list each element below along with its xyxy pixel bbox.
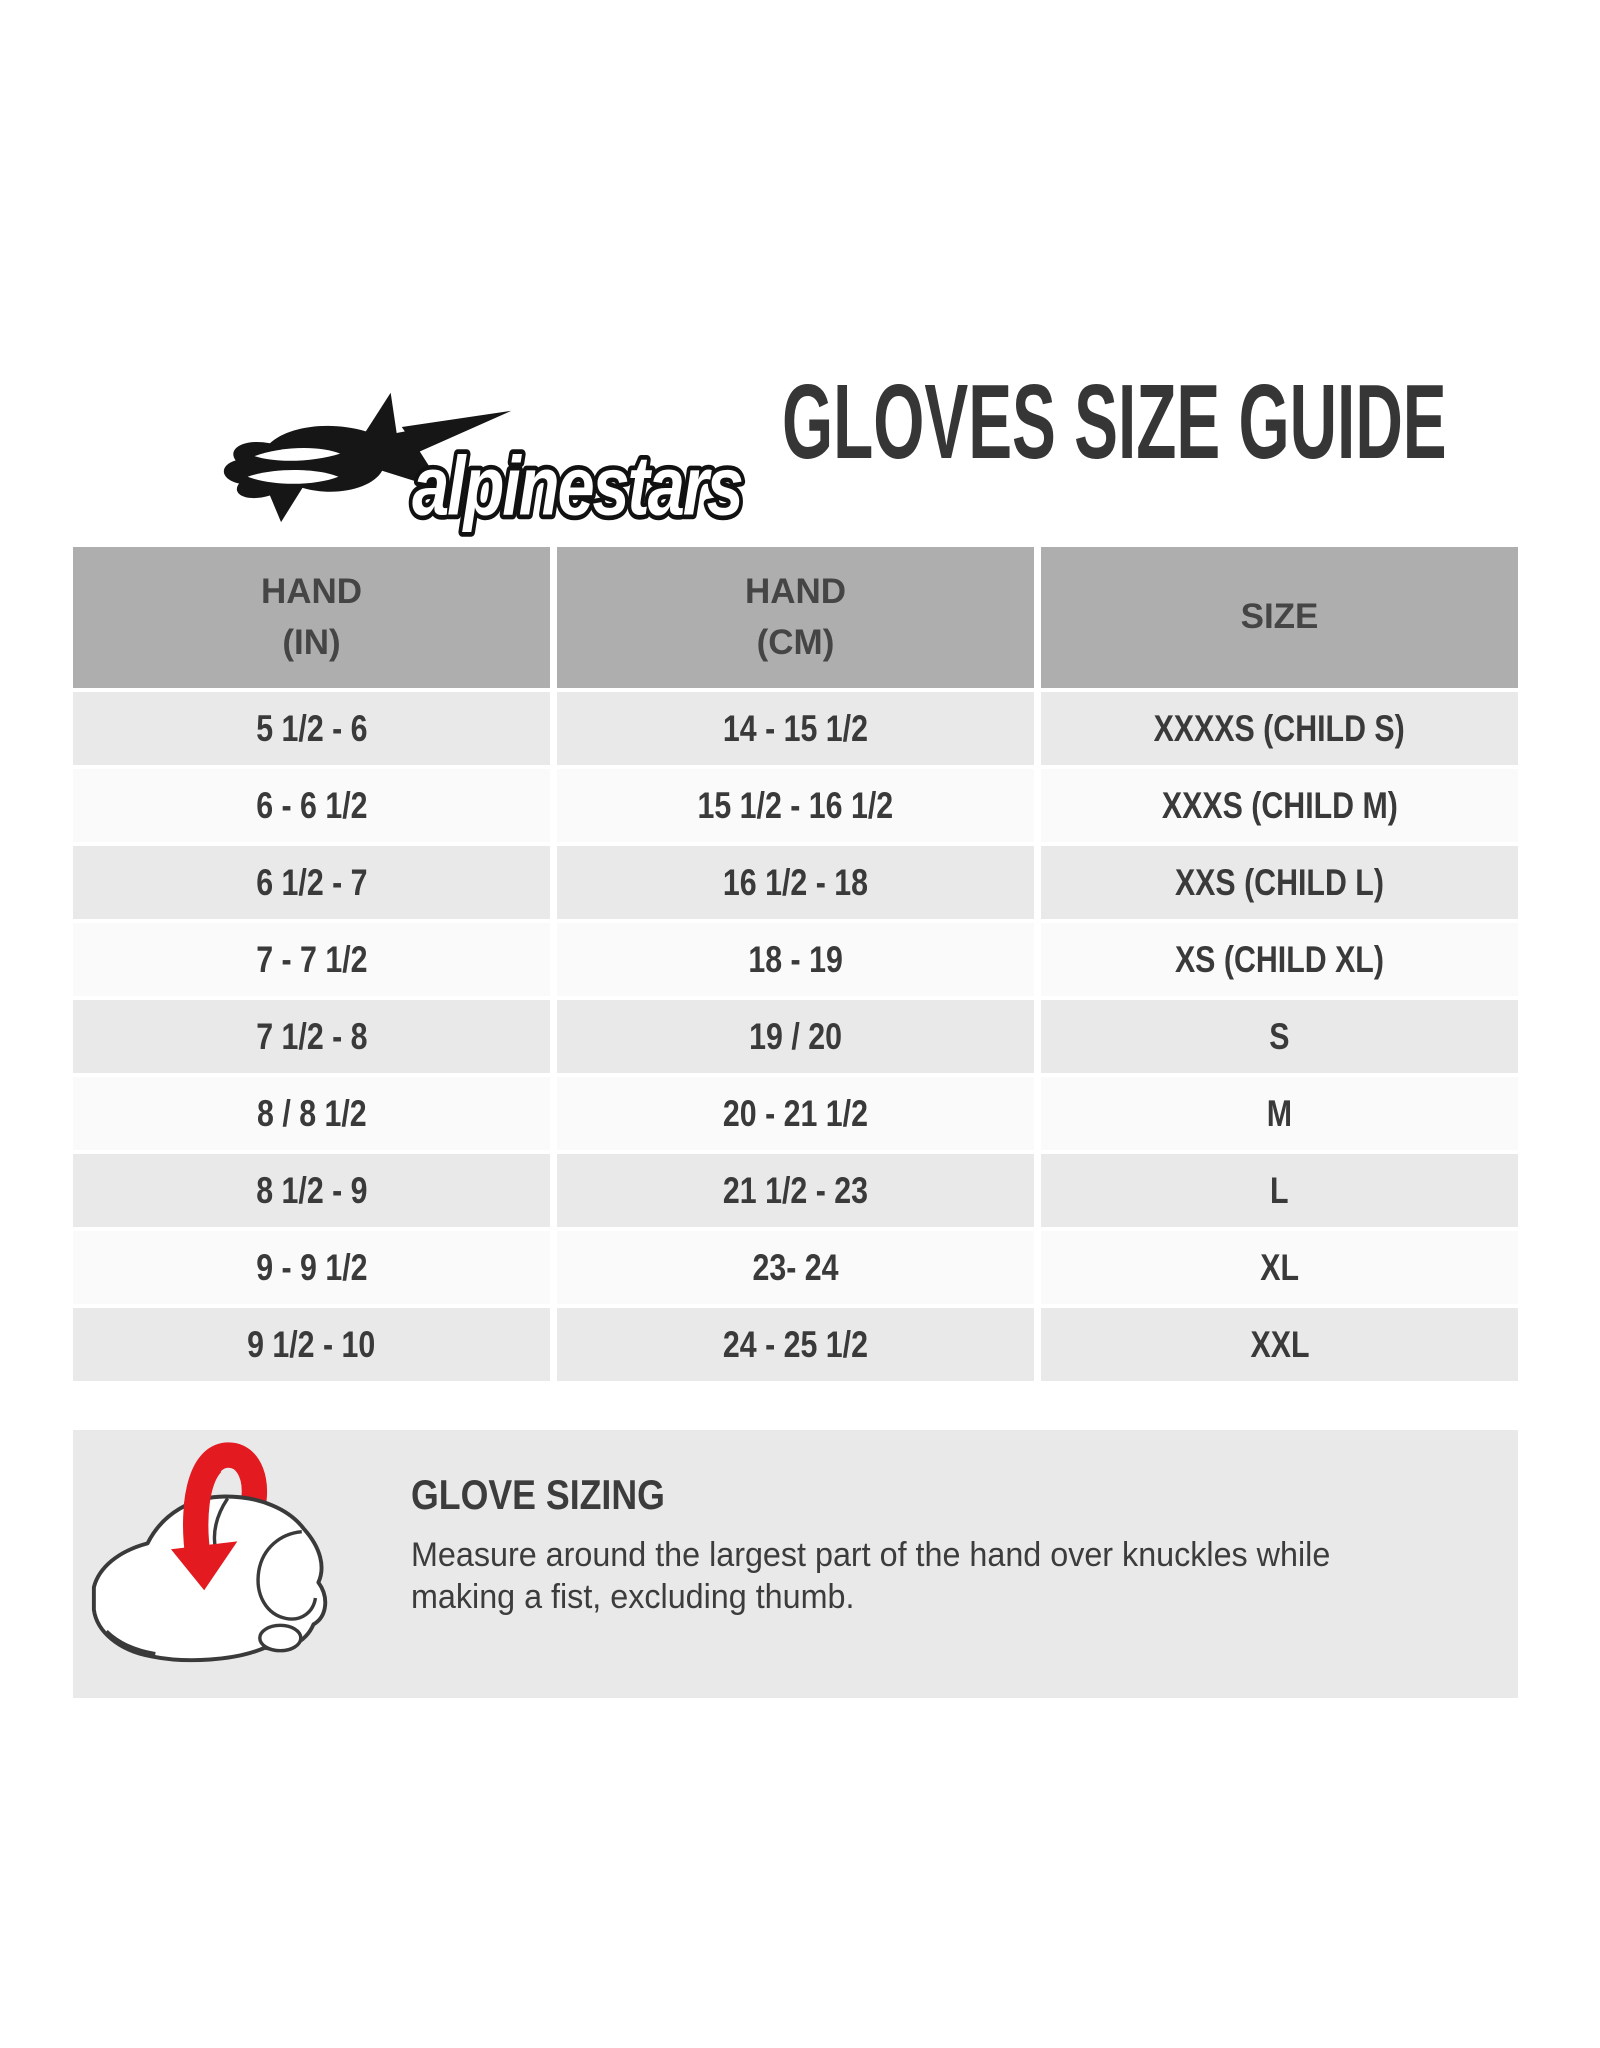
cell-size: XXXXS (CHILD S) (1041, 692, 1518, 765)
glove-sizing-panel (73, 1430, 1518, 1698)
cell-hand-in: 6 1/2 - 7 (73, 846, 550, 919)
col-header-hand-cm: HAND (CM) (557, 547, 1034, 688)
cell-size: XXXS (CHILD M) (1041, 769, 1518, 842)
table-header-row (73, 547, 1518, 688)
table-row (73, 1231, 1518, 1304)
cell-hand-cm: 19 / 20 (557, 1000, 1034, 1073)
cell-hand-cm: 14 - 15 1/2 (557, 692, 1034, 765)
cell-hand-in: 8 / 8 1/2 (73, 1077, 550, 1150)
cell-hand-in: 7 - 7 1/2 (73, 923, 550, 996)
cell-size: XL (1041, 1231, 1518, 1304)
cell-hand-cm: 18 - 19 (557, 923, 1034, 996)
table-row (73, 846, 1518, 919)
glove-sizing-description (411, 1534, 1330, 1618)
cell-hand-in: 9 1/2 - 10 (73, 1308, 550, 1381)
glove-sizing-title: GLOVE SIZING (411, 1471, 665, 1518)
cell-hand-cm: 21 1/2 - 23 (557, 1154, 1034, 1227)
table-row (73, 1308, 1518, 1381)
cell-hand-in: 6 - 6 1/2 (73, 769, 550, 842)
alpinestars-logo (198, 390, 746, 536)
table-row (73, 769, 1518, 842)
cell-size: L (1041, 1154, 1518, 1227)
cell-hand-cm: 20 - 21 1/2 (557, 1077, 1034, 1150)
size-table (66, 543, 1525, 1385)
cell-hand-in: 7 1/2 - 8 (73, 1000, 550, 1073)
cell-hand-in: 5 1/2 - 6 (73, 692, 550, 765)
table-row (73, 1077, 1518, 1150)
cell-hand-cm: 23- 24 (557, 1231, 1034, 1304)
page-title: GLOVES SIZE GUIDE (782, 363, 1447, 481)
cell-size: XXL (1041, 1308, 1518, 1381)
cell-hand-cm: 16 1/2 - 18 (557, 846, 1034, 919)
cell-size: S (1041, 1000, 1518, 1073)
cell-hand-cm: 15 1/2 - 16 1/2 (557, 769, 1034, 842)
table-row (73, 923, 1518, 996)
cell-size: XS (CHILD XL) (1041, 923, 1518, 996)
cell-size: XXS (CHILD L) (1041, 846, 1518, 919)
cell-hand-in: 9 - 9 1/2 (73, 1231, 550, 1304)
fist-measure-icon (89, 1436, 333, 1680)
table-row (73, 692, 1518, 765)
col-header-size: SIZE (1041, 547, 1518, 688)
table-row (73, 1000, 1518, 1073)
table-row (73, 1154, 1518, 1227)
description-line: Measure around the largest part of the hand over knuckles while (411, 1536, 1331, 1574)
alpinestars-wordmark: alpinestars (412, 438, 742, 533)
col-header-hand-in: HAND (IN) (73, 547, 550, 688)
cell-hand-cm: 24 - 25 1/2 (557, 1308, 1034, 1381)
description-line: making a fist, excluding thumb. (411, 1578, 855, 1616)
cell-size: M (1041, 1077, 1518, 1150)
cell-hand-in: 8 1/2 - 9 (73, 1154, 550, 1227)
